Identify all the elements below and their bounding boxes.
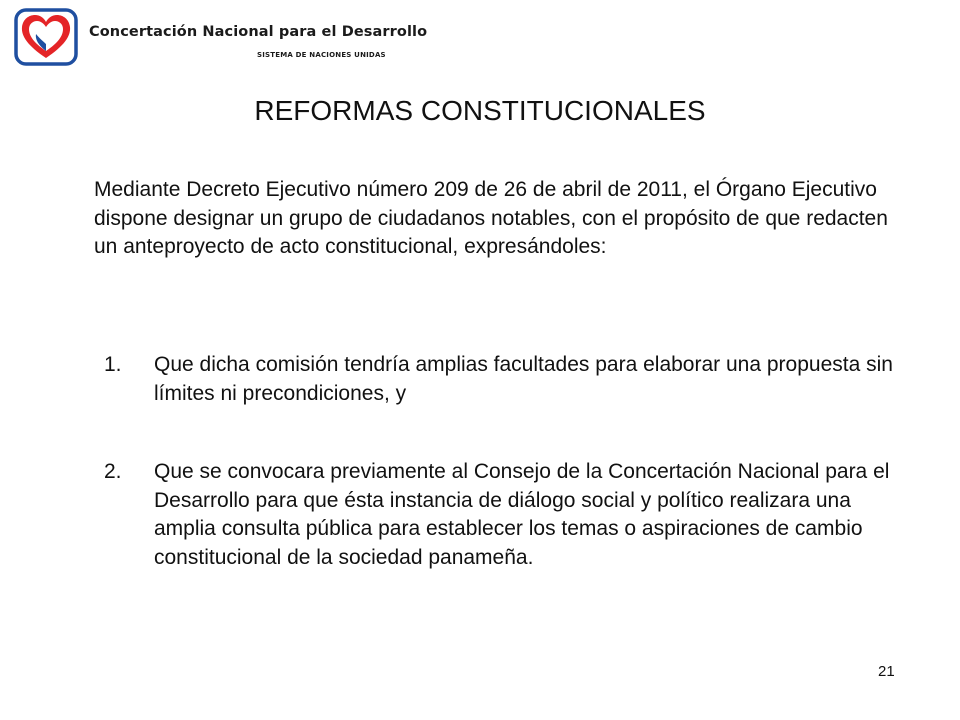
page-number: 21: [878, 663, 895, 680]
heart-logo-icon: [14, 8, 78, 66]
list-item-number: 1.: [104, 353, 122, 376]
page-title: REFORMAS CONSTITUCIONALES: [254, 95, 706, 126]
list-item-number: 2.: [104, 460, 122, 483]
list-item-text: Que se convocara previamente al Consejo de la Concertación Nacional para el Desarrollo para que ésta instancia de diálogo social y político realizara una amplia consulta pública para establecer los temas o aspiraciones de cambio constitucional de la sociedad panameña.: [154, 460, 890, 569]
list-item-text: Que dicha comisión tendría amplias facultades para elaborar una propuesta sin límites ni precondiciones, y: [154, 353, 893, 405]
org-name: Concertación Nacional para el Desarrollo: [89, 24, 428, 40]
org-subtitle: SISTEMA DE NACIONES UNIDAS: [257, 51, 386, 59]
intro-paragraph: Mediante Decreto Ejecutivo número 209 de 26 de abril de 2011, el Órgano Ejecutivo dispone designar un grupo de ciudadanos notables, con el propósito de que redacten un anteproyecto de acto constitucional, expresándoles:: [94, 178, 888, 258]
